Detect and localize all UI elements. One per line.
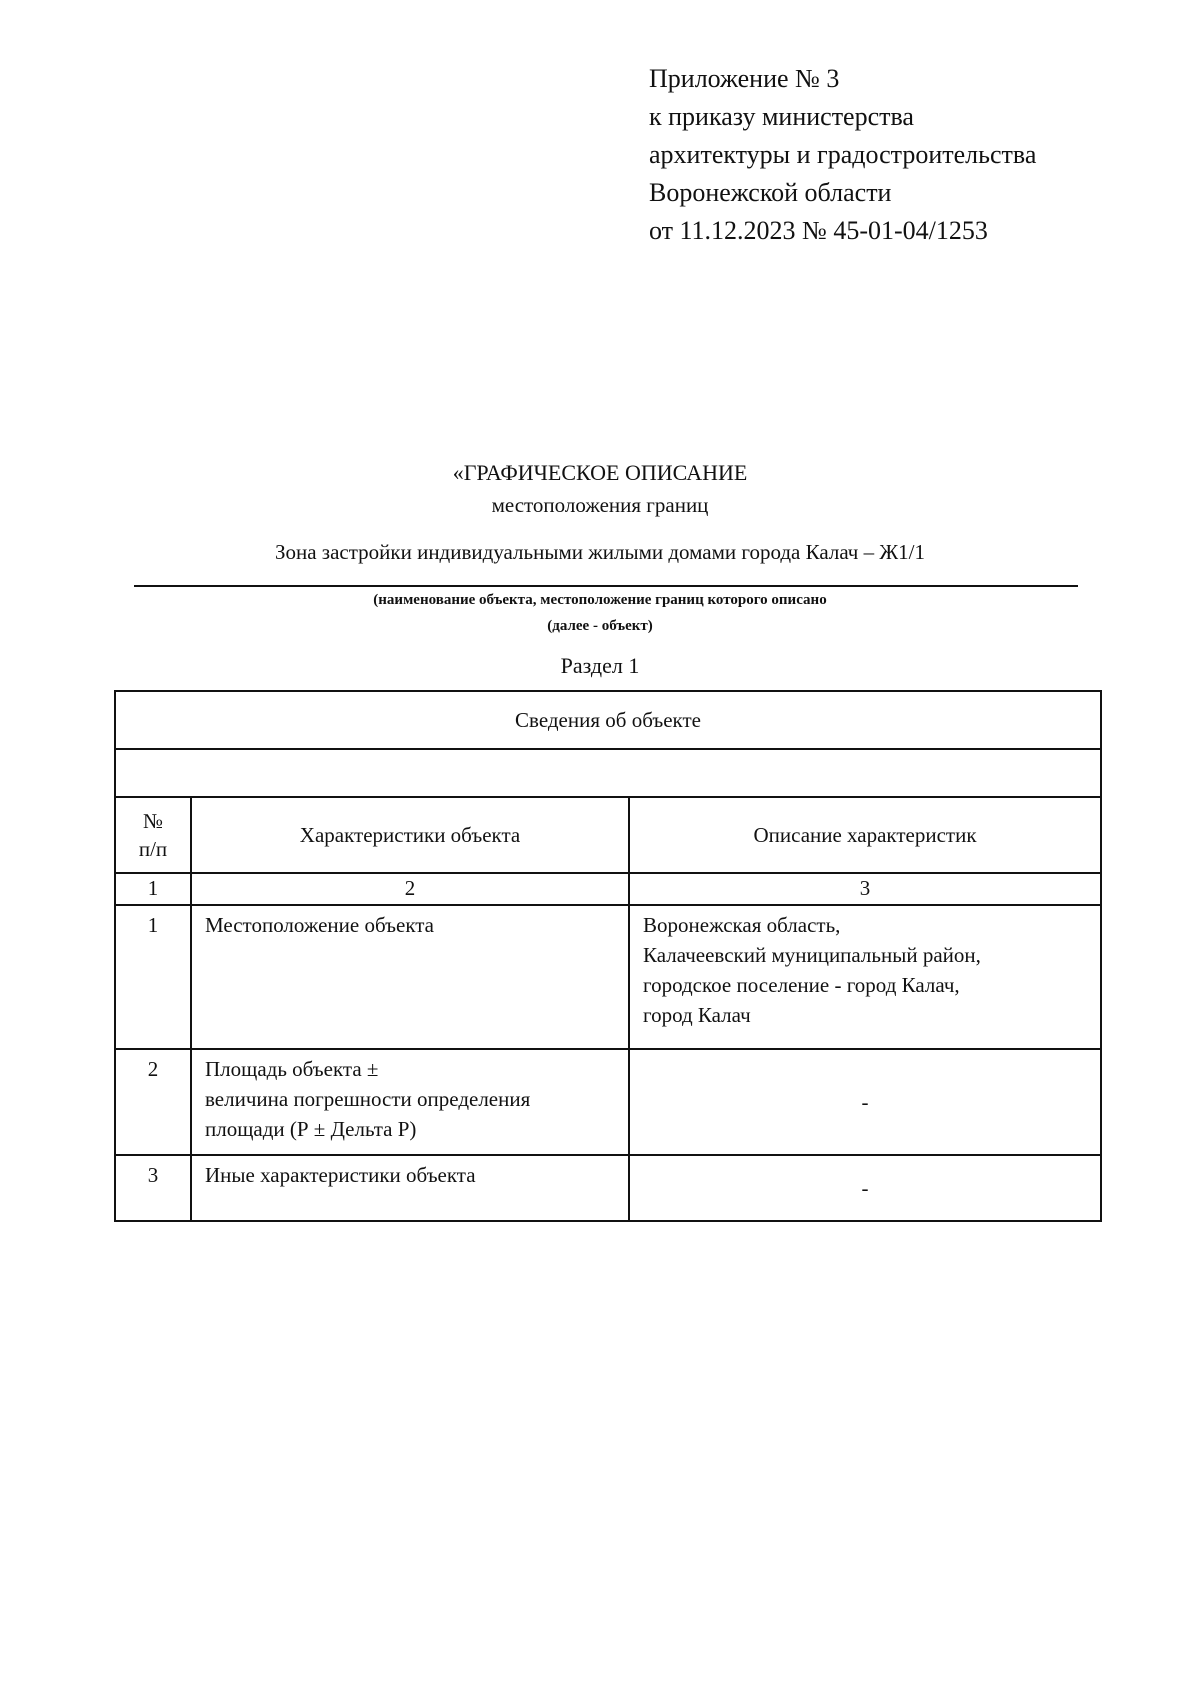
object-name: Зона застройки индивидуальными жилыми домами города Калач – Ж1/1	[274, 540, 926, 564]
annex-block	[649, 60, 1169, 250]
row-description	[629, 905, 1101, 1049]
column-header-number-line: №	[142, 809, 164, 833]
row-characteristic	[191, 905, 629, 1049]
row-description-line: Калачеевский муниципальный район,	[643, 943, 981, 967]
annex-line: архитектуры и градостроительства	[649, 140, 1037, 169]
row-description: -	[629, 1155, 1101, 1221]
underline-rule	[134, 585, 1078, 587]
column-header-number-line: п/п	[138, 837, 168, 861]
column-header-description: Описание характеристик	[629, 797, 1101, 873]
column-header-number	[115, 797, 191, 873]
table-index-row	[115, 873, 1101, 905]
table-heading-row	[115, 691, 1101, 749]
table-row	[115, 1155, 1101, 1221]
column-header-characteristics: Характеристики объекта	[191, 797, 629, 873]
row-characteristic-line: величина погрешности определения	[205, 1087, 531, 1111]
table-empty-cell	[115, 749, 1101, 797]
table-row	[115, 1049, 1101, 1155]
row-characteristic-line: площади (Р ± Дельта Р)	[205, 1117, 417, 1141]
table-heading: Сведения об объекте	[115, 691, 1101, 749]
row-description-line: город Калач	[643, 1003, 751, 1027]
annex-line: Приложение № 3	[649, 64, 840, 93]
row-description: -	[629, 1049, 1101, 1155]
row-number: 2	[115, 1049, 191, 1155]
row-characteristic-line: Иные характеристики объекта	[205, 1163, 476, 1187]
row-description-line: городское поселение - город Калач,	[643, 973, 960, 997]
table-row	[115, 905, 1101, 1049]
annex-line: от 11.12.2023 № 45-01-04/1253	[649, 216, 988, 245]
document-subtitle: местоположения границ	[491, 493, 709, 517]
section-label: Раздел 1	[560, 653, 640, 678]
row-characteristic	[191, 1049, 629, 1155]
row-characteristic	[191, 1155, 629, 1221]
document-title: «ГРАФИЧЕСКОЕ ОПИСАНИЕ	[452, 460, 748, 485]
annex-line: к приказу министерства	[649, 102, 914, 131]
index-cell: 2	[191, 873, 629, 905]
row-number: 3	[115, 1155, 191, 1221]
table-empty-row	[115, 749, 1101, 797]
row-description-line: Воронежская область,	[643, 913, 841, 937]
index-cell: 3	[629, 873, 1101, 905]
row-number: 1	[115, 905, 191, 1049]
object-info-table	[114, 690, 1102, 1222]
object-caption-line: (далее - объект)	[547, 618, 653, 634]
table-header-row	[115, 797, 1101, 873]
index-cell: 1	[115, 873, 191, 905]
row-characteristic-line: Площадь объекта ±	[205, 1057, 379, 1081]
annex-line: Воронежской области	[649, 178, 892, 207]
row-characteristic-line: Местоположение объекта	[205, 913, 435, 937]
object-caption-line: (наименование объекта, местоположение границ которого описано	[373, 592, 827, 608]
